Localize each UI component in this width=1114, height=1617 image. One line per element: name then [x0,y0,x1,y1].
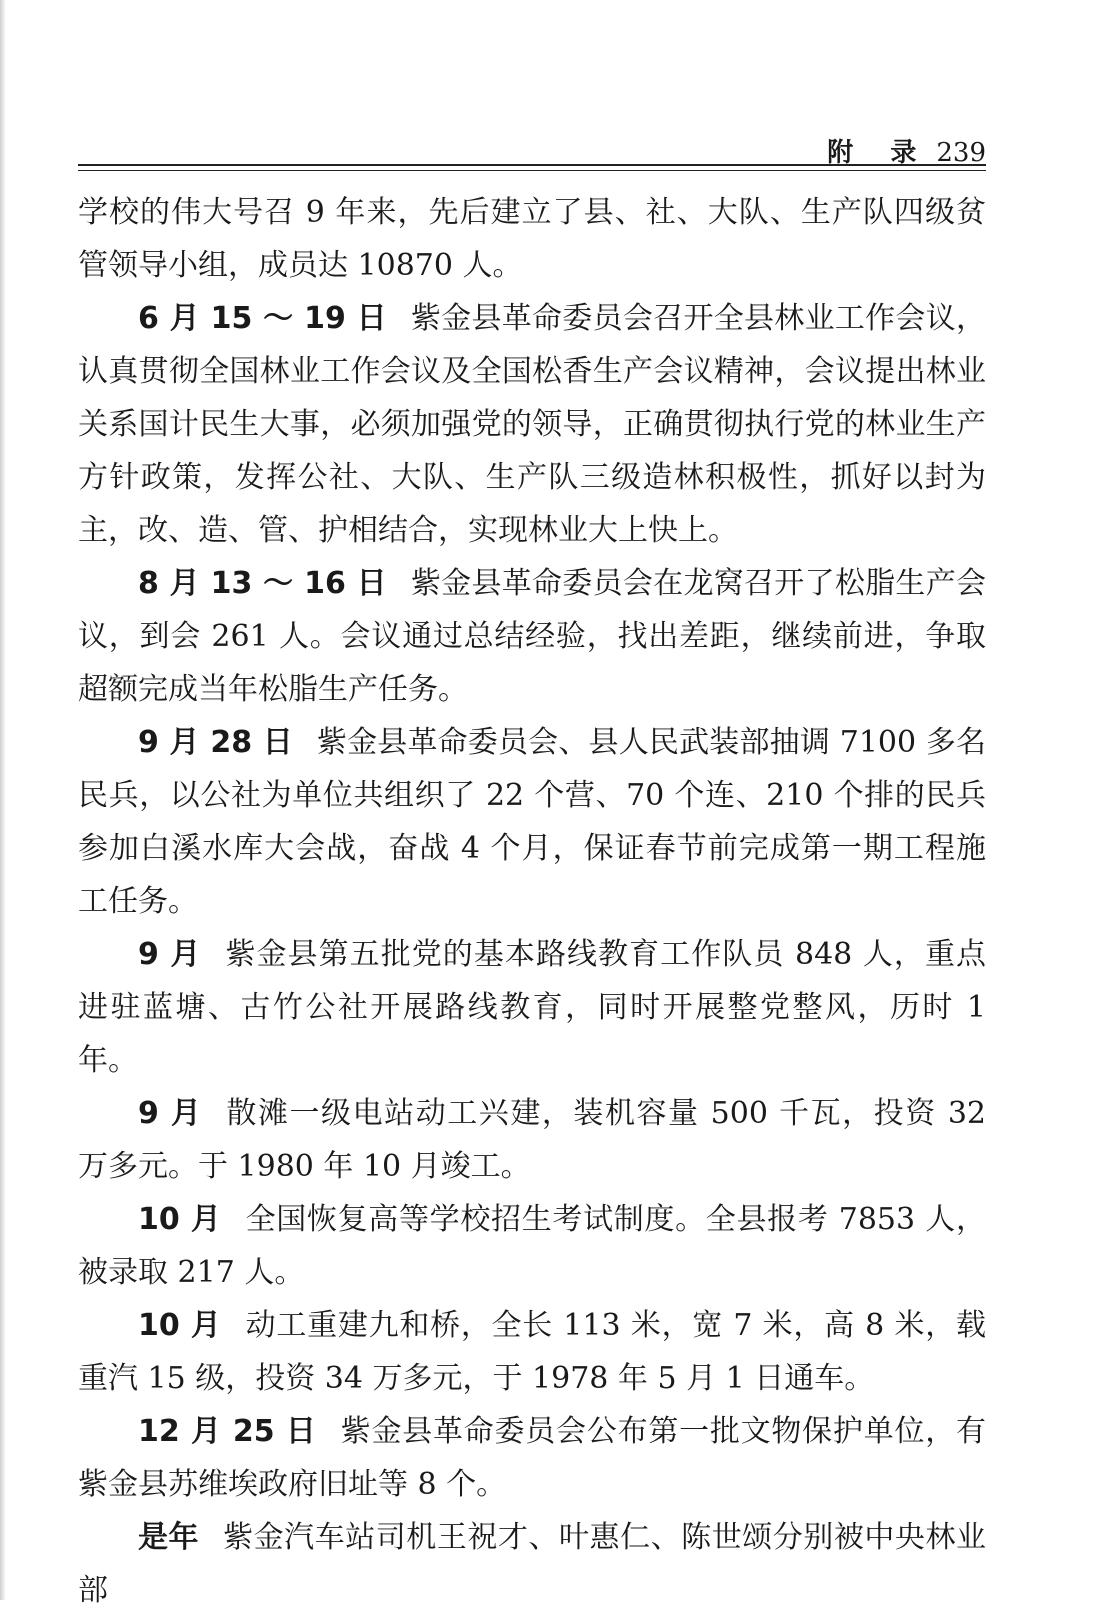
entry-date: 6 月 15 ～ 19 日 [138,301,387,336]
entry-date: 10 月 [138,1308,222,1343]
entry-text: 动工重建九和桥，全长 113 米，宽 7 米，高 8 米，载重汽 15 级，投资 34 万多元，于 1978 年 5 月 1 日通车。 [78,1308,986,1396]
paragraph-2 [78,557,986,716]
entry-text: 全国恢复高等学校招生考试制度。全县报考 7853 人，被录取 217 人。 [78,1202,986,1290]
chronicle-body [78,186,986,1617]
entry-text: 学校的伟大号召 9 年来，先后建立了县、社、大队、生产队四级贫管领导小组，成员达 10870 人。 [78,195,986,283]
running-header [78,132,986,172]
entry-date: 是年 [138,1520,200,1555]
paragraph-5 [78,1087,986,1193]
entry-date: 8 月 13 ～ 16 日 [138,566,387,601]
entry-date: 12 月 25 日 [138,1414,317,1449]
page-number: 239 [936,138,986,168]
entry-text: 紫金县革命委员会在龙窝召开了松脂生产会议，到会 261 人。会议通过总结经验，找出差距，继续前进，争取超额完成当年松脂生产任务。 [78,566,987,707]
paragraph-0 [78,186,986,292]
entry-date: 9 月 [138,937,202,972]
paragraph-6 [78,1193,986,1299]
header-rule-thick [78,164,986,166]
entry-date: 9 月 [138,1096,203,1131]
paragraph-4 [78,928,986,1087]
paragraph-8 [78,1405,986,1511]
paragraph-9 [78,1511,986,1617]
entry-date: 9 月 28 日 [138,725,293,760]
entry-text: 紫金县革命委员会、县人民武装部抽调 7100 多名民兵，以公社为单位共组织了 22 个营、70 个连、210 个排的民兵参加白溪水库大会战，奋战 4 个月，保证春节前完成第一期工程施工任务。 [78,725,986,919]
paragraph-7 [78,1299,986,1405]
page-edge-shadow [0,0,6,1600]
entry-text: 紫金县革命委员会公布第一批文物保护单位，有紫金县苏维埃政府旧址等 8 个。 [78,1414,986,1502]
entry-text: 散滩一级电站动工兴建，装机容量 500 千瓦，投资 32 万多元。于 1980 年 10 月竣工。 [78,1096,986,1184]
entry-text: 紫金县革命委员会召开全县林业工作会议，认真贯彻全国林业工作会议及全国松香生产会议精神，会议提出林业关系国计民生大事，必须加强党的领导，正确贯彻执行党的林业生产方针政策，发挥公社、大队、生产队三级造林积极性，抓好以封为主，改、造、管、护相结合，实现林业大上快上。 [78,301,987,548]
entry-text: 紫金汽车站司机王祝才、叶惠仁、陈世颂分别被中央林业部 [78,1520,987,1608]
entry-text: 紫金县第五批党的基本路线教育工作队员 848 人，重点进驻蓝塘、古竹公社开展路线教育，同时开展整党整风，历时 1 年。 [78,937,986,1078]
paragraph-3 [78,716,986,928]
header-rule-thin [78,170,986,171]
paragraph-1 [78,292,986,557]
entry-date: 10 月 [138,1202,222,1237]
header-section: 附 录 [827,138,931,168]
